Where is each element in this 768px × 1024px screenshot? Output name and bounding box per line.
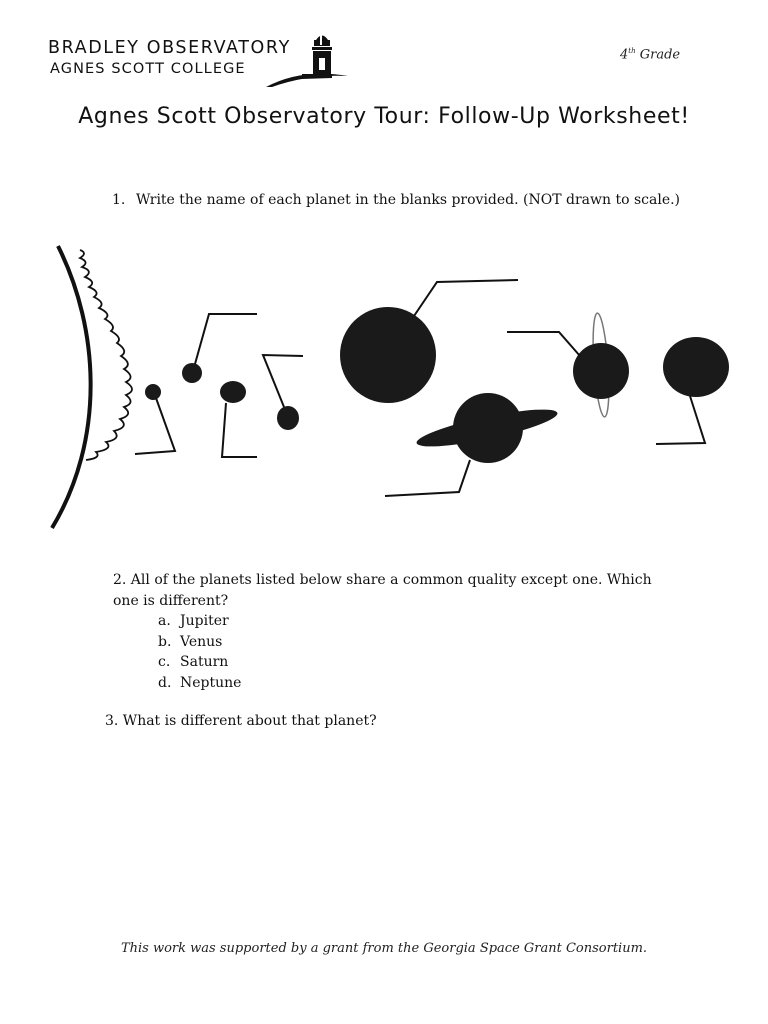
planet-jupiter xyxy=(340,307,436,403)
blank-line-neptune xyxy=(656,396,705,444)
option-label: Venus xyxy=(180,633,223,650)
question-1-number: 1. xyxy=(112,192,126,208)
planet-earth xyxy=(220,381,246,403)
option-c[interactable] xyxy=(158,652,673,673)
blank-line-saturn xyxy=(385,460,470,496)
blank-line-earth xyxy=(222,403,257,457)
grade-suffix: th xyxy=(628,47,636,55)
option-b[interactable] xyxy=(158,632,673,653)
option-label: Neptune xyxy=(180,674,242,691)
option-letter: b. xyxy=(158,633,172,650)
option-letter: d. xyxy=(158,674,172,691)
question-1 xyxy=(112,192,680,208)
option-label: Jupiter xyxy=(180,613,229,629)
option-label: Saturn xyxy=(180,654,229,670)
planet-mercury xyxy=(145,384,161,400)
planet-venus xyxy=(182,363,202,383)
option-letter: c. xyxy=(158,654,171,670)
blank-line-mars xyxy=(263,355,303,407)
planet-uranus xyxy=(573,343,629,399)
grant-acknowledgement: This work was supported by a grant from the Georgia Space Grant Consortium. xyxy=(120,941,648,956)
observatory-logo xyxy=(48,32,348,88)
grade-label xyxy=(620,47,680,62)
question-2 xyxy=(113,570,673,693)
option-d[interactable] xyxy=(158,673,673,694)
blank-line-jupiter xyxy=(414,280,518,316)
sun-edge xyxy=(52,246,91,528)
blank-line-venus xyxy=(195,314,257,364)
planet-neptune xyxy=(663,337,729,397)
option-letter: a. xyxy=(158,613,171,629)
option-a[interactable] xyxy=(158,611,673,632)
logo-line-1: BRADLEY OBSERVATORY xyxy=(48,38,291,58)
question-2-text: 2. All of the planets listed below share a common quality except one. Which one is different? xyxy=(113,572,652,609)
grade-word: Grade xyxy=(639,47,681,63)
logo-line-2: AGNES SCOTT COLLEGE xyxy=(50,61,246,77)
question-3: 3. What is different about that planet? xyxy=(105,713,377,729)
blank-line-uranus xyxy=(507,332,580,356)
planet-saturn xyxy=(453,393,523,463)
planet-mars xyxy=(277,406,299,430)
blank-line-mercury xyxy=(135,398,175,454)
page-title: Agnes Scott Observatory Tour: Follow-Up Worksheet! xyxy=(78,104,690,129)
solar-system-illustration xyxy=(48,240,738,535)
answer-options xyxy=(113,611,673,693)
question-1-text: Write the name of each planet in the blanks provided. (NOT drawn to scale.) xyxy=(136,192,681,208)
observatory-dome-icon xyxy=(262,32,352,90)
grade-number: 4 xyxy=(620,47,629,63)
